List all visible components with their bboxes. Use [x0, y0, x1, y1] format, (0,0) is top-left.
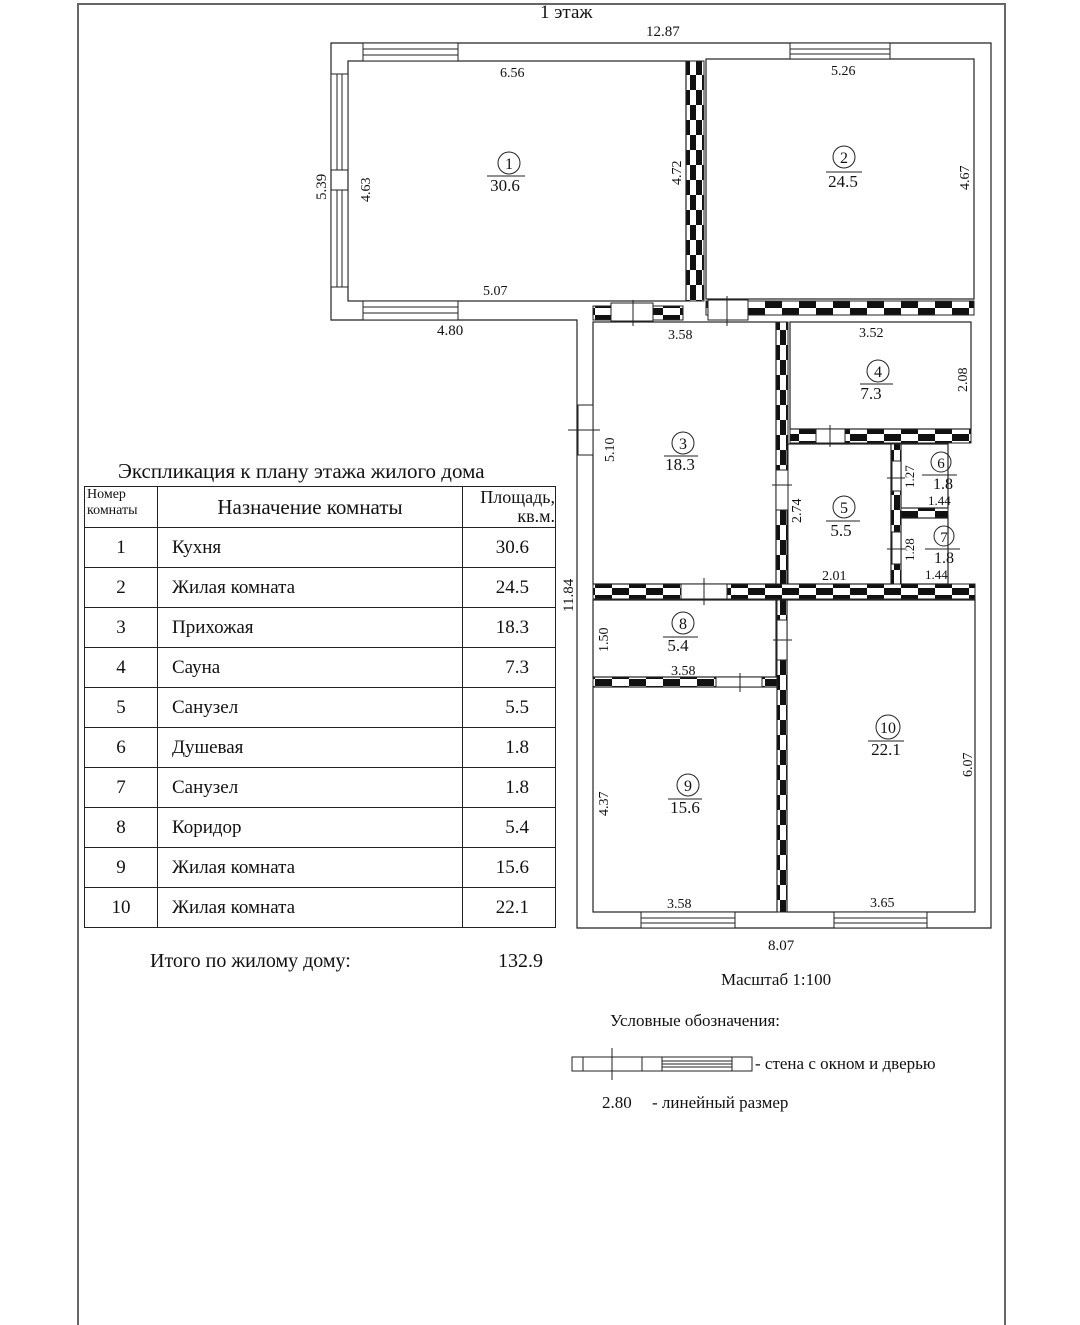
room-area-cell: 30.6 [463, 528, 556, 568]
header-area: Площадь, кв.м. [463, 487, 556, 528]
room-7 [902, 526, 960, 582]
room-number: 5 [840, 500, 848, 517]
room-1 [359, 66, 685, 299]
table-row [85, 768, 556, 808]
room-area: 15.6 [670, 798, 700, 817]
room-area-cell: 18.3 [463, 608, 556, 648]
dim-left-total: 11.84 [561, 578, 577, 612]
room-10 [868, 715, 976, 911]
table-row [85, 808, 556, 848]
room-4 [859, 326, 971, 403]
room-name-cell: Коридор [158, 808, 463, 848]
explication-table [84, 486, 556, 928]
room-dim: 1.44 [925, 567, 948, 582]
room-name-cell: Жилая комната [158, 848, 463, 888]
room-number: 1 [505, 156, 513, 173]
room-area-cell: 22.1 [463, 888, 556, 928]
room-area-cell: 15.6 [463, 848, 556, 888]
room-dim: 3.58 [667, 897, 692, 912]
room-dim: 3.58 [671, 664, 696, 679]
dim-left-upper: 5.39 [314, 173, 330, 200]
dim-step: 4.80 [437, 323, 464, 339]
room-name-cell: Душевая [158, 728, 463, 768]
room-area-cell: 5.5 [463, 688, 556, 728]
room-name-cell: Жилая комната [158, 888, 463, 928]
room-area-cell: 7.3 [463, 648, 556, 688]
room-dim: 3.58 [668, 328, 693, 343]
room-name-cell: Санузел [158, 688, 463, 728]
room-number-cell: 10 [85, 888, 158, 928]
room-dim: 1.44 [928, 493, 951, 508]
room-name-cell: Кухня [158, 528, 463, 568]
room-number-cell: 5 [85, 688, 158, 728]
table-header-row [85, 487, 556, 528]
room-6 [902, 452, 957, 508]
room-dim: 3.52 [859, 326, 884, 341]
room-area: 24.5 [828, 172, 858, 191]
room-dim: 1.27 [902, 465, 917, 488]
room-name-cell: Жилая комната [158, 568, 463, 608]
room-number-cell: 8 [85, 808, 158, 848]
explication-title: Экспликация к плану этажа жилого дома [118, 459, 485, 483]
scale-label: Масштаб 1:100 [721, 970, 832, 989]
table-row [85, 688, 556, 728]
room-number-cell: 3 [85, 608, 158, 648]
table-row [85, 608, 556, 648]
room-dim: 4.37 [597, 791, 612, 816]
doors [568, 296, 905, 692]
room-dim: 1.50 [597, 627, 612, 652]
legend-wall-symbol [572, 1048, 752, 1080]
room-number: 6 [937, 456, 945, 472]
room-number-cell: 1 [85, 528, 158, 568]
room-dim: 5.26 [831, 64, 856, 79]
room-number-cell: 4 [85, 648, 158, 688]
table-row [85, 528, 556, 568]
room-number-cell: 2 [85, 568, 158, 608]
header-number: Номер комнаты [85, 487, 158, 528]
room-number: 9 [684, 778, 692, 795]
legend-title: Условные обозначения: [610, 1011, 781, 1030]
room-number-cell: 9 [85, 848, 158, 888]
room-2 [826, 64, 973, 191]
room-number: 4 [874, 364, 882, 381]
room-number: 7 [940, 530, 948, 546]
room-dim: 5.07 [483, 284, 508, 299]
room-dim: 2.74 [790, 498, 805, 523]
room-dim: 6.56 [500, 66, 525, 81]
room-area: 1.8 [933, 476, 953, 493]
room-area: 1.8 [934, 550, 954, 567]
room-number: 3 [679, 436, 687, 453]
legend-dim-sample: 2.80 [602, 1093, 632, 1112]
total-value: 132.9 [498, 950, 543, 972]
legend-dim-item: - линейный размер [652, 1093, 789, 1112]
room-dim: 4.63 [359, 177, 374, 202]
room-9 [597, 774, 702, 912]
room-name-cell: Прихожая [158, 608, 463, 648]
room-number: 8 [679, 616, 687, 633]
room-area: 5.4 [667, 636, 689, 655]
room-8 [597, 612, 698, 679]
room-dim: 1.28 [902, 538, 917, 561]
total-label: Итого по жилому дому: [150, 950, 351, 972]
dim-bottom-overall: 8.07 [768, 938, 795, 954]
header-purpose: Назначение комнаты [158, 487, 463, 528]
room-number: 10 [880, 720, 896, 737]
room-area-cell: 1.8 [463, 728, 556, 768]
room-5 [790, 496, 860, 584]
room-area: 18.3 [665, 455, 695, 474]
room-3 [603, 328, 698, 474]
legend-wall-item: - стена с окном и дверью [755, 1054, 936, 1073]
room-number-cell: 7 [85, 768, 158, 808]
table-row [85, 888, 556, 928]
room-dim: 2.01 [822, 569, 847, 584]
table-row [85, 848, 556, 888]
room-name-cell: Санузел [158, 768, 463, 808]
room-dim: 6.07 [961, 752, 976, 777]
room-area-cell: 1.8 [463, 768, 556, 808]
room-area: 22.1 [871, 740, 901, 759]
room-dim: 3.65 [870, 896, 895, 911]
room-area-cell: 24.5 [463, 568, 556, 608]
room-number: 2 [840, 150, 848, 167]
room-dim: 4.72 [670, 160, 685, 185]
room-name-cell: Сауна [158, 648, 463, 688]
dim-top-overall: 12.87 [646, 24, 680, 40]
floor-label: 1 этаж [540, 2, 593, 23]
room-dim: 4.67 [958, 165, 973, 190]
room-number-cell: 6 [85, 728, 158, 768]
room-dim: 2.08 [956, 367, 971, 392]
table-row [85, 728, 556, 768]
room-3-outline [593, 322, 776, 584]
room-area: 7.3 [860, 384, 882, 403]
table-row [85, 568, 556, 608]
room-area-cell: 5.4 [463, 808, 556, 848]
room-area: 5.5 [830, 521, 852, 540]
room-dim: 5.10 [603, 437, 618, 462]
table-row [85, 648, 556, 688]
room-area: 30.6 [490, 176, 520, 195]
